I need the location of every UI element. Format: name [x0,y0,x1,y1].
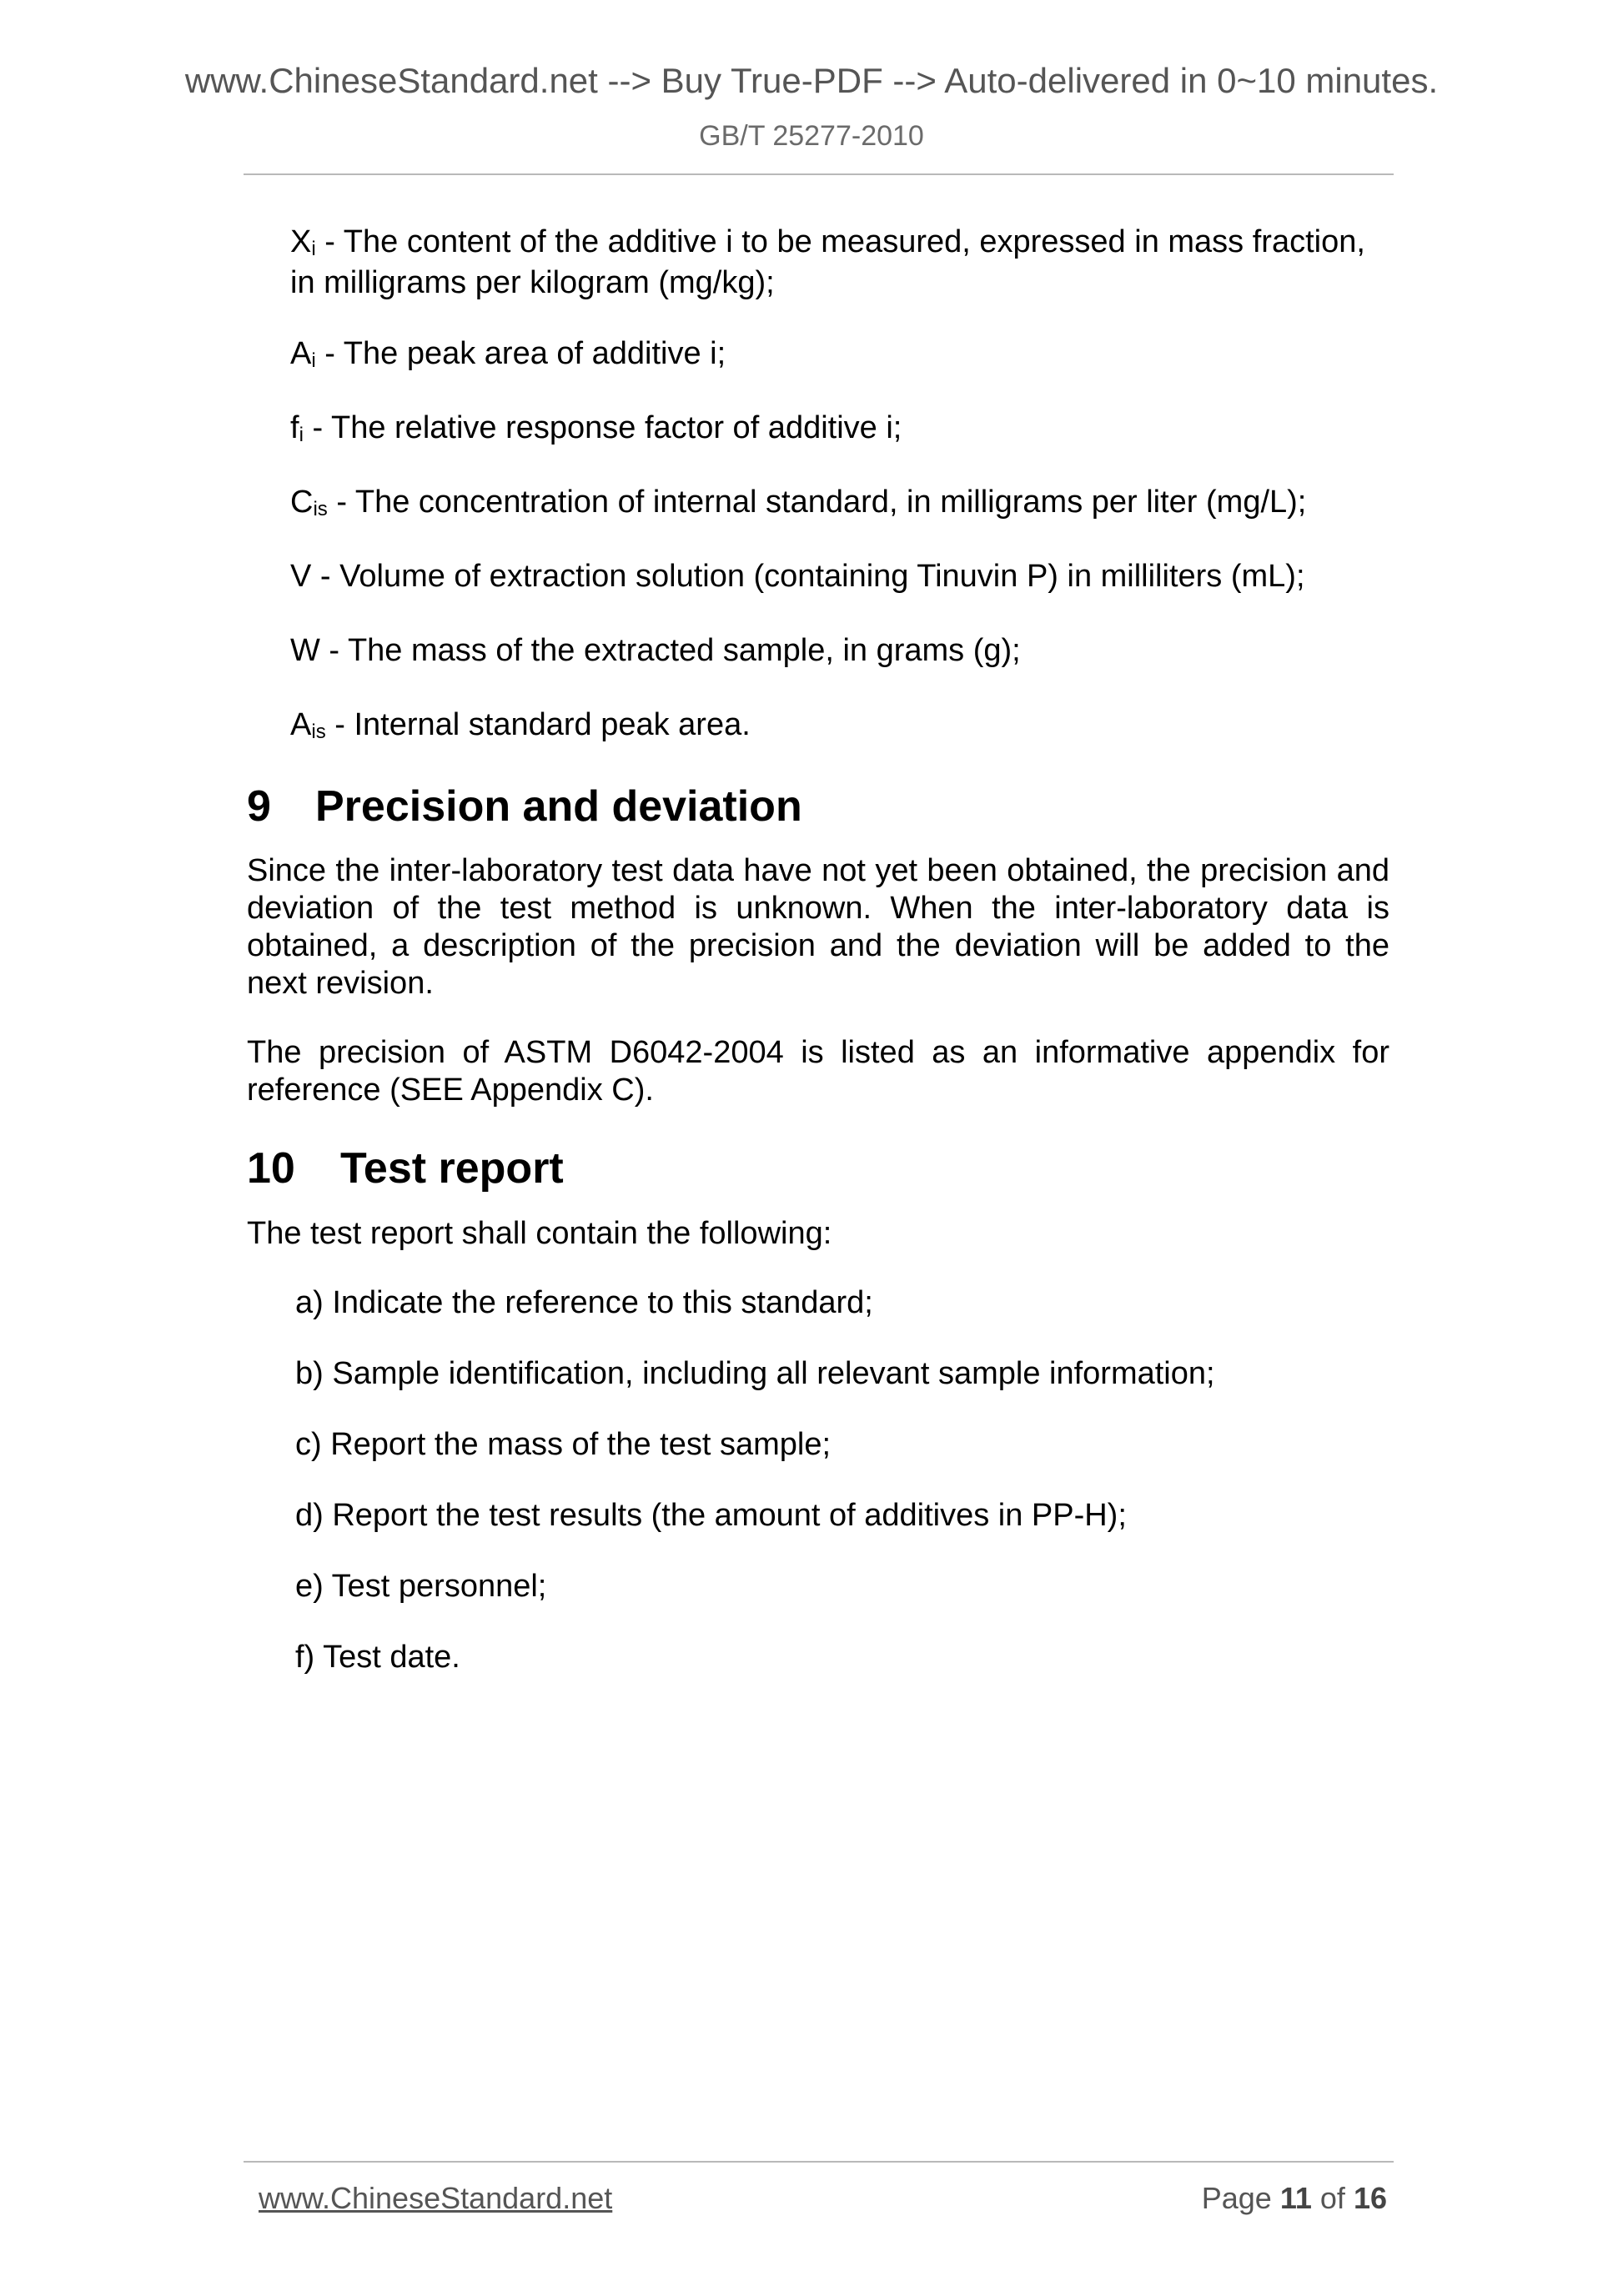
definition-text: - The concentration of internal standard, in milligrams per liter (mg/L); [327,485,1307,520]
definition-item [290,484,1389,525]
page-body [247,224,1389,1710]
footer-website-link[interactable]: www.ChineseStandard.net [259,2181,613,2215]
list-item: d) Report the test results (the amount of additives in PP-H); [295,1497,1127,1533]
definition-subscript: is [313,498,328,520]
definition-text: - The relative response factor of additive i; [303,410,902,445]
definition-item [290,224,1389,302]
section-title: Precision and deviation [315,782,802,831]
page-total: 16 [1353,2181,1387,2215]
footer-divider [244,2161,1394,2163]
document-number: GB/T 25277-2010 [699,120,924,152]
definition-subscript: i [311,349,316,372]
page-label: Page [1201,2181,1272,2215]
definition-symbol: A [290,336,312,371]
header-divider [244,173,1394,175]
list-item: b) Sample identification, including all relevant sample information; [295,1355,1215,1391]
definition-subscript: i [311,238,316,260]
definition-text: - The content of the additive i to be measured, expressed in mass fraction, in milligrams per kilogram (mg/kg); [290,224,1365,300]
definition-symbol: W [290,633,320,668]
paragraph: The test report shall contain the following: [247,1215,832,1251]
section-9-heading [247,781,1389,832]
definition-item [290,335,1389,376]
definition-symbol: X [290,224,312,259]
header-banner: www.ChineseStandard.net --> Buy True-PDF --> Auto-delivered in 0~10 minutes. [184,61,1439,100]
definition-text: - Volume of extraction solution (containing Tinuvin P) in milliliters (mL); [311,559,1305,594]
definition-symbol: A [290,707,312,742]
section-number: 10 [247,1144,295,1193]
section-number: 9 [247,782,271,831]
definition-text: - The mass of the extracted sample, in grams (g); [319,633,1021,668]
definition-subscript: i [299,424,304,446]
list-item: a) Indicate the reference to this standard; [295,1284,873,1320]
symbol-definitions [247,224,1389,747]
definition-item [290,558,1389,599]
section-title: Test report [340,1144,564,1193]
definition-item [290,409,1389,450]
paragraph: Since the inter-laboratory test data have not yet been obtained, the precision and deviation of the test method is unknown. When the inter-laboratory data is obtained, a description of the precision and the deviation will be added to the next revision. [247,853,1389,1002]
section-10-heading [247,1143,1389,1194]
list-item: f) Test date. [295,1639,460,1675]
definition-text: - The peak area of additive i; [315,336,726,371]
definition-symbol: f [290,410,299,445]
definition-item [290,706,1389,747]
page-indicator [1202,2181,1387,2216]
definition-symbol: C [290,485,314,520]
definition-subscript: is [311,721,326,743]
page-current: 11 [1279,2181,1312,2215]
paragraph: The precision of ASTM D6042-2004 is listed as an informative appendix for reference (SEE Appendix C). [247,1035,1389,1108]
definition-symbol: V [290,559,312,594]
report-contents-list [247,1284,1389,1676]
list-item: e) Test personnel; [295,1568,547,1604]
definition-item [290,632,1389,673]
definition-text: - Internal standard peak area. [325,707,751,742]
page-of: of [1319,2181,1345,2215]
list-item: c) Report the mass of the test sample; [295,1426,832,1462]
